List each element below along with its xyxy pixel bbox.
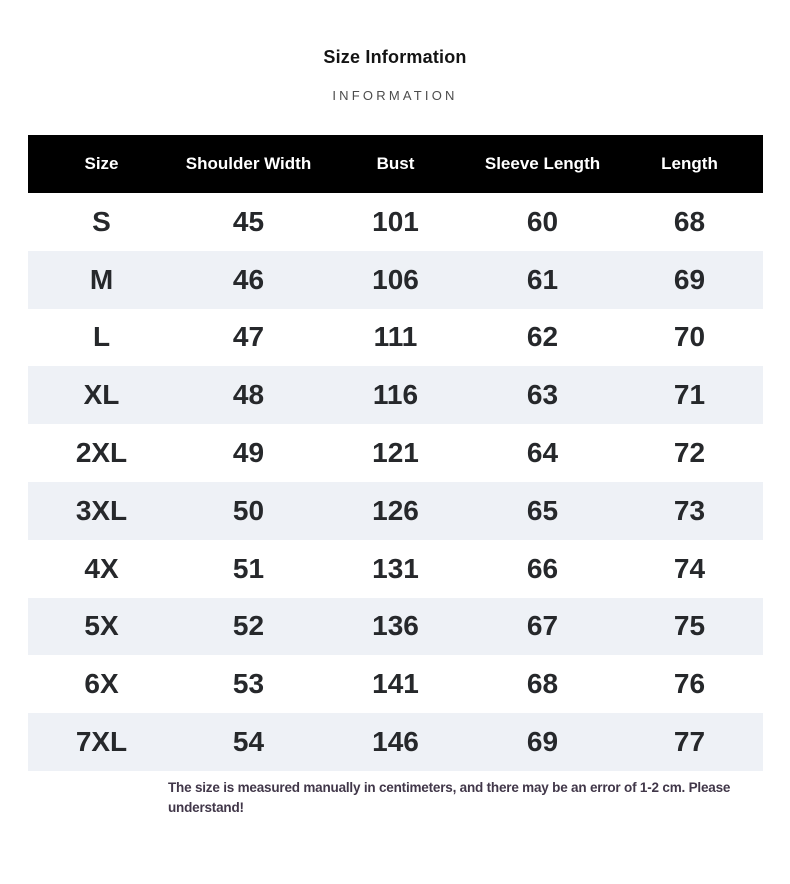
column-header-size: Size (84, 154, 119, 173)
measurement-value-cell: 62 (526, 321, 559, 353)
measurement-value-cell: 73 (673, 494, 706, 526)
size-table-row (28, 713, 763, 771)
size-label-cell: M (89, 263, 114, 295)
measurement-value-cell: 74 (673, 552, 706, 584)
measurement-value-cell: 141 (372, 668, 419, 700)
column-header-shoulder-width: Shoulder Width (185, 154, 312, 173)
size-table-row (28, 251, 763, 309)
measurement-note: The size is measured manually in centimeters, and there may be an error of 1-2 cm. Please understand! (168, 780, 731, 815)
measurement-value-cell: 68 (673, 205, 706, 237)
measurement-value-cell: 47 (232, 321, 265, 353)
measurement-value-cell: 51 (232, 552, 265, 584)
measurement-value-cell: 126 (372, 494, 419, 526)
measurement-value-cell: 116 (372, 379, 419, 411)
measurement-value-cell: 66 (526, 552, 559, 584)
measurement-value-cell: 54 (232, 726, 265, 758)
size-label-cell: 4X (84, 552, 119, 584)
column-header-sleeve-length: Sleeve Length (484, 154, 601, 173)
measurement-value-cell: 61 (526, 263, 559, 295)
column-header-length: Length (661, 154, 718, 173)
measurement-value-cell: 111 (373, 321, 418, 353)
measurement-value-cell: 68 (526, 668, 559, 700)
size-table-row (28, 655, 763, 713)
measurement-value-cell: 121 (372, 437, 419, 469)
measurement-value-cell: 45 (232, 205, 265, 237)
size-table-row (28, 482, 763, 540)
size-table-row (28, 309, 763, 367)
size-table-row (28, 366, 763, 424)
measurement-value-cell: 64 (526, 437, 559, 469)
size-label-cell: S (92, 205, 111, 237)
measurement-value-cell: 70 (673, 321, 706, 353)
measurement-value-cell: 63 (526, 379, 559, 411)
measurement-value-cell: 75 (673, 610, 706, 642)
size-table-row (28, 540, 763, 598)
measurement-value-cell: 72 (673, 437, 706, 469)
page-title: Size Information (323, 47, 467, 67)
size-label-cell: 6X (84, 668, 119, 700)
measurement-value-cell: 76 (673, 668, 706, 700)
measurement-value-cell: 65 (526, 494, 559, 526)
page-subtitle: INFORMATION (332, 88, 458, 103)
measurement-value-cell: 50 (232, 494, 265, 526)
size-label-cell: 7XL (75, 726, 128, 758)
measurement-value-cell: 101 (372, 205, 419, 237)
measurement-value-cell: 69 (673, 263, 706, 295)
size-table (28, 135, 763, 771)
measurement-value-cell: 48 (232, 379, 265, 411)
measurement-value-cell: 71 (673, 379, 706, 411)
size-table-header-row (28, 135, 763, 193)
measurement-value-cell: 67 (526, 610, 559, 642)
size-label-cell: 2XL (75, 437, 128, 469)
measurement-value-cell: 131 (372, 552, 419, 584)
measurement-value-cell: 136 (372, 610, 419, 642)
size-label-cell: 5X (84, 610, 119, 642)
measurement-value-cell: 49 (232, 437, 265, 469)
size-table-body (28, 193, 763, 771)
measurement-value-cell: 146 (372, 726, 419, 758)
size-label-cell: L (92, 321, 111, 353)
measurement-value-cell: 60 (526, 205, 559, 237)
measurement-value-cell: 46 (232, 263, 265, 295)
measurement-value-cell: 53 (232, 668, 265, 700)
measurement-value-cell: 106 (372, 263, 419, 295)
size-label-cell: XL (83, 379, 120, 411)
size-label-cell: 3XL (75, 494, 128, 526)
size-table-row (28, 424, 763, 482)
size-table-row (28, 598, 763, 656)
size-table-row (28, 193, 763, 251)
measurement-value-cell: 77 (673, 726, 706, 758)
measurement-value-cell: 52 (232, 610, 265, 642)
measurement-value-cell: 69 (526, 726, 559, 758)
column-header-bust: Bust (376, 154, 415, 173)
